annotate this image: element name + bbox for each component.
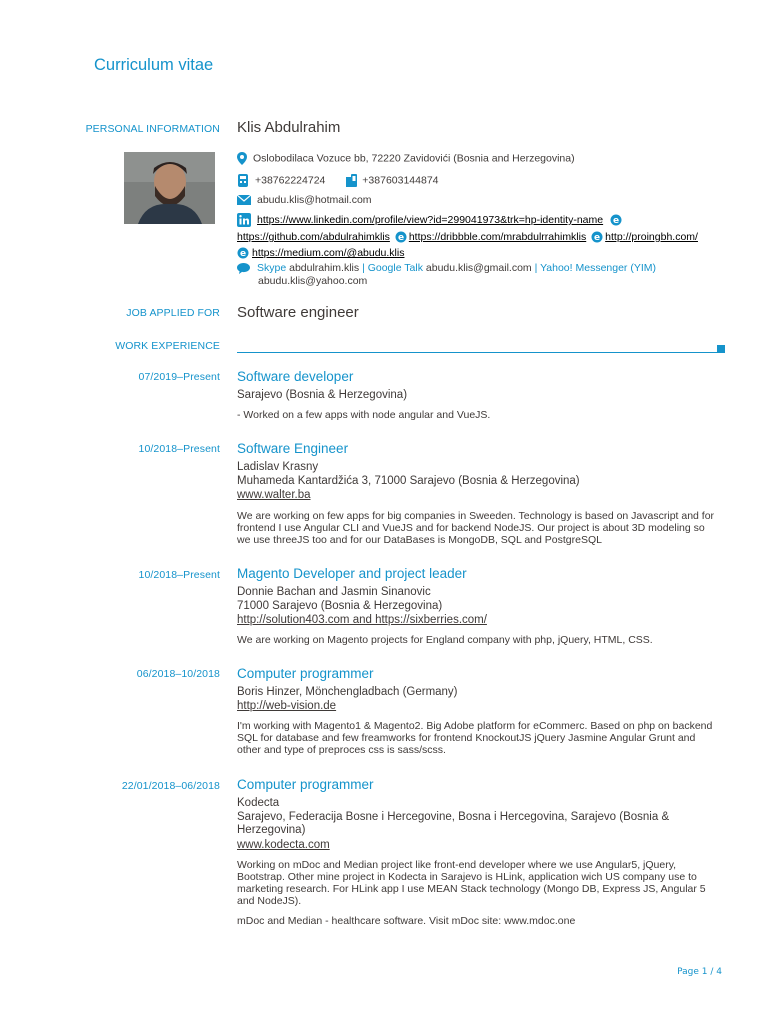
entry-title: Computer programmer — [237, 777, 374, 792]
entry-website-link[interactable]: http://web-vision.de — [237, 700, 337, 712]
entry-employer: Donnie Bachan and Jasmin Sinanovic — [237, 586, 431, 598]
entry-date: 22/01/2018–06/2018 — [121, 780, 220, 792]
address-line — [237, 152, 575, 165]
linkedin-link[interactable]: https://www.linkedin.com/profile/view?id=299041973&trk=hp-identity-name — [257, 213, 604, 226]
entry-address: Muhameda Kantardžića 3, 71000 Sarajevo (Bosnia & Herzegovina) — [237, 475, 580, 487]
entry-website-link[interactable]: www.walter.ba — [237, 489, 311, 501]
entry-date: 10/2018–Present — [138, 443, 220, 455]
linkedin-icon — [237, 213, 251, 227]
svg-text:e: e — [594, 233, 601, 244]
im-line-1 — [237, 262, 656, 274]
entry-website-link[interactable]: http://solution403.com and https://sixberries.com/ — [237, 614, 487, 626]
entry-title: Magento Developer and project leader — [237, 566, 467, 581]
entry-employer: Ladislav Krasny — [237, 461, 319, 473]
entry-date: 10/2018–Present — [138, 569, 220, 581]
entry-address: 71000 Sarajevo (Bosnia & Herzegovina) — [237, 600, 443, 612]
entry-description-extra: mDoc and Median - healthcare software. Visit mDoc site: www.mdoc.one — [237, 915, 576, 927]
yahoo-value: abudu.klis@yahoo.com — [258, 275, 368, 287]
web-icon — [237, 247, 249, 259]
web-icon — [395, 231, 407, 243]
entry-description: - Worked on a few apps with node angular and VueJS. — [237, 409, 491, 421]
phone-line — [237, 174, 439, 187]
entry-location: Sarajevo (Bosnia & Herzegovina) — [237, 389, 408, 401]
person-name: Klis Abdulrahim — [237, 119, 341, 136]
personal-information-label: PERSONAL INFORMATION — [85, 123, 220, 135]
email-line — [237, 194, 372, 206]
gtalk-value: abudu.klis@gmail.com — [425, 262, 532, 274]
yahoo-label: | Yahoo! Messenger (YIM) — [534, 262, 657, 274]
gtalk-label: | Google Talk — [362, 262, 423, 274]
phone1-text: +38762224724 — [255, 174, 326, 187]
cv-title: Curriculum vitae — [94, 56, 214, 74]
svg-text:e: e — [397, 233, 404, 244]
web-icon — [591, 231, 603, 243]
entry-description: We are working on few apps for big companies in Sweeden. Technology is based on Javascript and for frontend I use Angular CLI and VueJS and for backend NodeJS. Our project is about 3D modeling so we use threeJS too and for our DataBases is MongoDB, SQL and PostgreSQL — [237, 510, 715, 546]
location-icon — [237, 152, 247, 165]
skype-label: Skype — [257, 262, 287, 274]
github-link[interactable]: https://github.com/abdulrahimklis — [237, 231, 390, 243]
links-line-3 — [237, 247, 404, 259]
links-line-1 — [237, 213, 622, 227]
address-text: Oslobodilaca Vozuce bb, 72220 Zavidovići (Bosnia and Herzegovina) — [253, 152, 575, 165]
entry-description: Working on mDoc and Median project like front-end developer where we use Angular5, jQuery, Bootstrap. Other mine project in Kodecta in Sarajevo is HLink, application wich US company use to marketing research. For HLink app I use MEAN Stack technology (Mongo DB, Express JS, Angular 5 and NodeJS). — [237, 859, 706, 907]
section-divider — [237, 352, 718, 353]
entry-title: Software Engineer — [237, 441, 349, 456]
entry-description: We are working on Magento projects for England company with php, jQuery, HTML, CSS. — [237, 634, 653, 646]
entry-description: I'm working with Magento1 & Magento2. Big Adobe platform for eCommerc. Based on php on backend SQL for database and few freamworks for frontend KnockoutJS jQuery Jasmine Angular Grunt and other and type of preproces css is sass/scss. — [237, 720, 713, 756]
section-divider-marker — [717, 345, 725, 353]
entry-date: 06/2018–10/2018 — [136, 668, 220, 680]
skype-value: abdulrahim.klis — [289, 262, 360, 274]
entry-employer: Kodecta — [237, 797, 280, 809]
mobile-icon — [346, 174, 359, 187]
phone2-text: +387603144874 — [362, 174, 439, 187]
web-icon — [610, 214, 622, 226]
profile-photo — [124, 152, 215, 224]
work-experience-label: WORK EXPERIENCE — [115, 340, 220, 352]
email-icon — [237, 195, 251, 205]
phone-icon — [237, 174, 249, 187]
links-line-2 — [237, 231, 698, 243]
entry-title: Computer programmer — [237, 666, 374, 681]
page-number: Page 1 / 4 — [677, 967, 722, 977]
entry-address: Sarajevo, Federacija Bosne i Hercegovine, Bosna i Hercegovina, Sarajevo (Bosnia & Herzegovina) — [237, 811, 670, 836]
medium-link[interactable]: https://medium.com/@abudu.klis — [252, 247, 405, 259]
job-applied-label: JOB APPLIED FOR — [126, 307, 220, 319]
job-applied-value: Software engineer — [237, 304, 359, 321]
dribbble-link[interactable]: https://dribbble.com/mrabdulrrahimklis — [408, 231, 587, 243]
entry-date: 07/2019–Present — [138, 371, 220, 383]
entry-website-link[interactable]: www.kodecta.com — [237, 839, 330, 851]
email-text: abudu.klis@hotmail.com — [257, 194, 372, 206]
entry-title: Software developer — [237, 369, 354, 384]
proing-link[interactable]: http://proingbh.com/ — [605, 231, 698, 243]
svg-text:e: e — [612, 216, 620, 226]
entry-employer: Boris Hinzer, Mönchengladbach (Germany) — [237, 686, 458, 698]
svg-text:e: e — [239, 249, 247, 260]
chat-icon — [237, 263, 250, 274]
